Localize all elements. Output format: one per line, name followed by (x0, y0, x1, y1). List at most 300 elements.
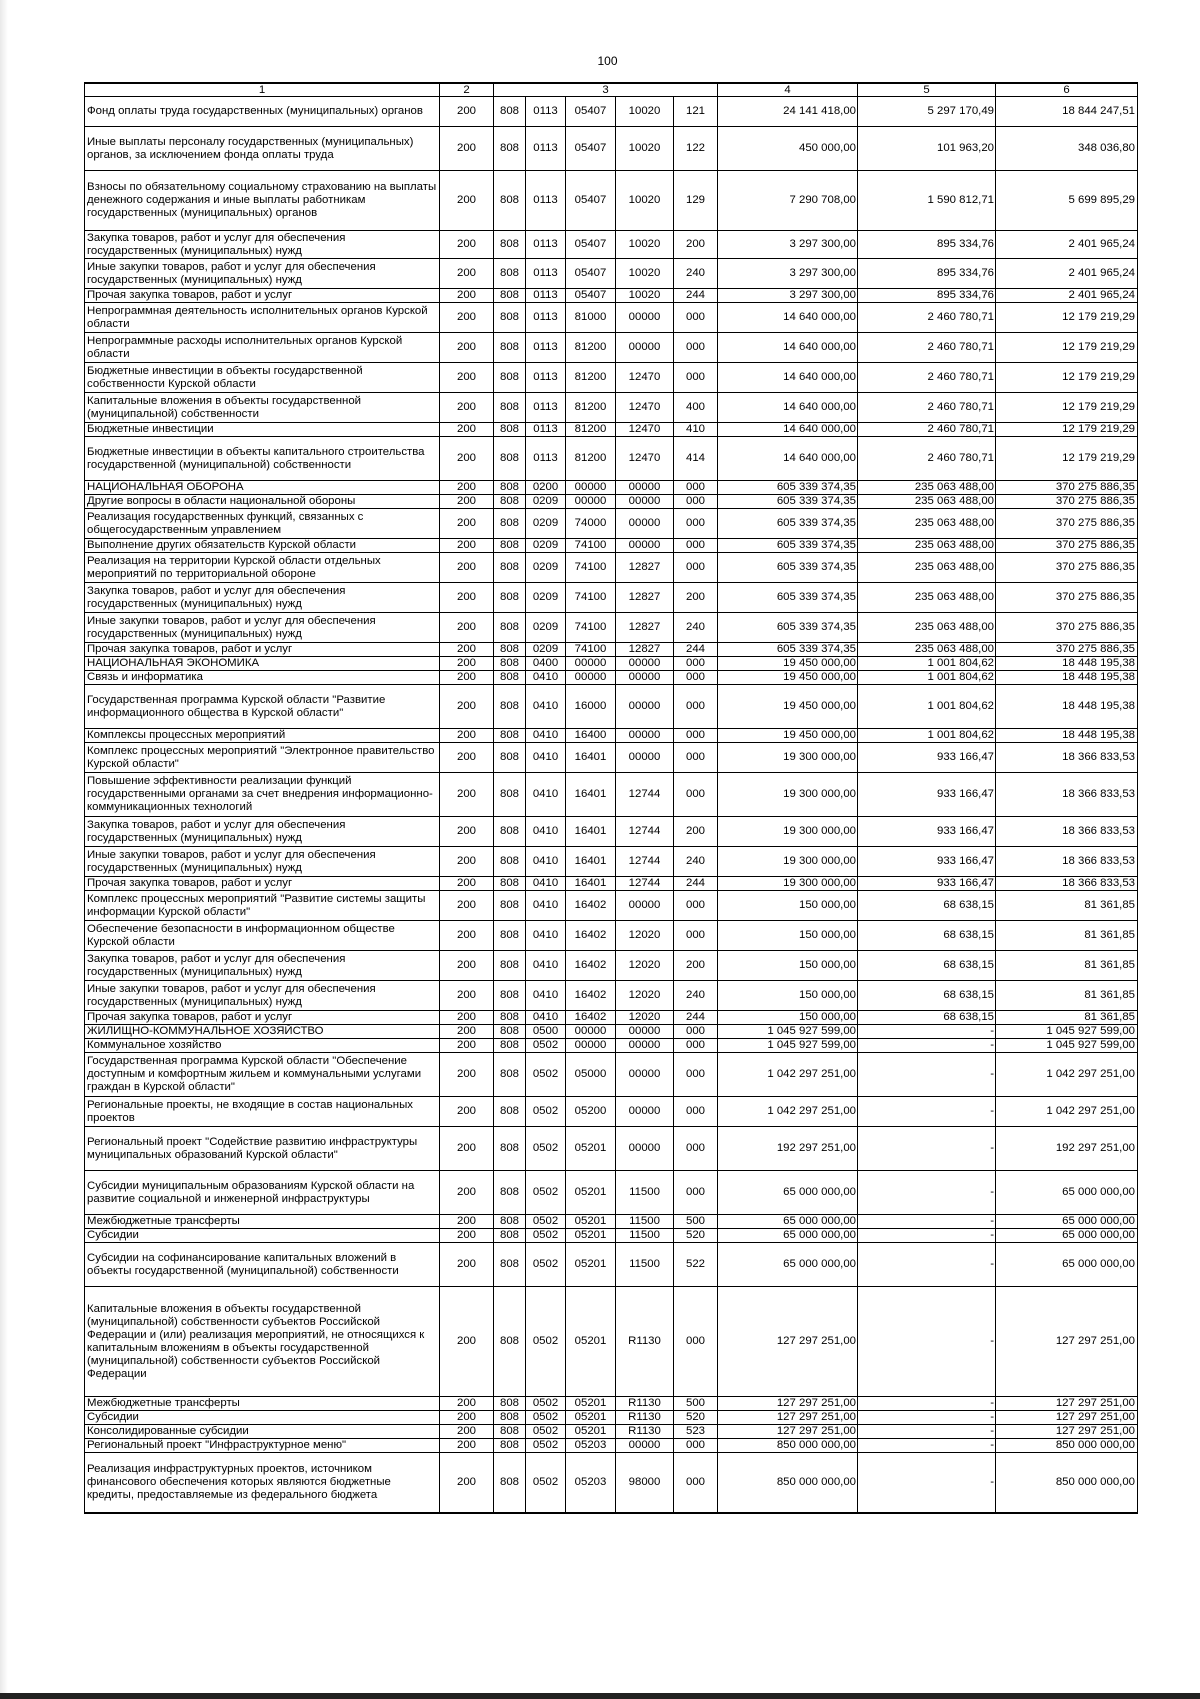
col2-code: 200 (440, 891, 494, 921)
col4-amount: 192 297 251,00 (718, 1127, 858, 1171)
col3-expense-type-code: 523 (674, 1425, 718, 1439)
col3-program-code: 00000 (566, 1039, 616, 1053)
row-name: Комплекс процессных мероприятий "Развитие системы защиты информации Курской области" (85, 891, 440, 921)
row-name: Региональный проект "Содействие развитию инфраструктуры муниципальных образований Курской области" (85, 1127, 440, 1171)
col3-section-code: 0410 (526, 773, 566, 817)
col3-section-code: 0410 (526, 921, 566, 951)
col2-code: 200 (440, 743, 494, 773)
row-name: Непрограммные расходы исполнительных органов Курской области (85, 333, 440, 363)
col4-amount: 1 045 927 599,00 (718, 1039, 858, 1053)
col2-code: 200 (440, 259, 494, 289)
col3-direction-code: 10020 (616, 171, 674, 231)
col3-program-code: 74100 (566, 613, 616, 643)
col4-amount: 19 300 000,00 (718, 877, 858, 891)
col3-expense-type-code: 500 (674, 1215, 718, 1229)
col6-amount: 127 297 251,00 (996, 1287, 1138, 1397)
col3-direction-code: 12744 (616, 877, 674, 891)
col2-code: 200 (440, 1425, 494, 1439)
col3-program-code: 74100 (566, 553, 616, 583)
col3-ministry-code: 808 (494, 553, 526, 583)
col3-section-code: 0410 (526, 951, 566, 981)
col3-expense-type-code: 000 (674, 1287, 718, 1397)
col3-expense-type-code: 000 (674, 333, 718, 363)
col3-expense-type-code: 200 (674, 231, 718, 259)
col3-direction-code: 00000 (616, 743, 674, 773)
table-row (85, 1397, 1138, 1411)
col3-ministry-code: 808 (494, 1453, 526, 1513)
col3-section-code: 0410 (526, 847, 566, 877)
table-row (85, 671, 1138, 685)
col5-amount: 68 638,15 (858, 951, 996, 981)
col2-code: 200 (440, 981, 494, 1011)
col3-section-code: 0410 (526, 743, 566, 773)
col3-section-code: 0209 (526, 495, 566, 509)
col2-code: 200 (440, 729, 494, 743)
col2-code: 200 (440, 773, 494, 817)
col4-amount: 19 300 000,00 (718, 847, 858, 877)
row-name: Субсидии (85, 1229, 440, 1243)
col5-amount: 895 334,76 (858, 259, 996, 289)
table-row (85, 685, 1138, 729)
col4-amount: 65 000 000,00 (718, 1215, 858, 1229)
col2-code: 200 (440, 495, 494, 509)
col6-amount: 370 275 886,35 (996, 509, 1138, 539)
col3-section-code: 0502 (526, 1411, 566, 1425)
col3-ministry-code: 808 (494, 1243, 526, 1287)
col3-ministry-code: 808 (494, 423, 526, 437)
col3-expense-type-code: 244 (674, 643, 718, 657)
col4-amount: 24 141 418,00 (718, 97, 858, 127)
col6-amount: 18 366 833,53 (996, 847, 1138, 877)
col6-amount: 12 179 219,29 (996, 437, 1138, 481)
row-name: Субсидии (85, 1411, 440, 1425)
col5-amount: 2 460 780,71 (858, 333, 996, 363)
col4-amount: 19 300 000,00 (718, 817, 858, 847)
col6-amount: 370 275 886,35 (996, 583, 1138, 613)
col3-program-code: 81200 (566, 437, 616, 481)
row-name: Бюджетные инвестиции (85, 423, 440, 437)
col3-expense-type-code: 000 (674, 539, 718, 553)
row-name: Реализация на территории Курской области отдельных мероприятий по территориальной обороне (85, 553, 440, 583)
col3-direction-code: R1130 (616, 1397, 674, 1411)
col3-program-code: 16402 (566, 891, 616, 921)
col2-code: 200 (440, 553, 494, 583)
col2-code: 200 (440, 1439, 494, 1453)
col4-amount: 127 297 251,00 (718, 1287, 858, 1397)
col3-program-code: 81200 (566, 333, 616, 363)
col6-amount: 370 275 886,35 (996, 495, 1138, 509)
col3-direction-code: 12827 (616, 553, 674, 583)
col2-code: 200 (440, 1411, 494, 1425)
col2-code: 200 (440, 613, 494, 643)
row-name: Иные закупки товаров, работ и услуг для обеспечения государственных (муниципальных) нужд (85, 847, 440, 877)
col5-amount: 235 063 488,00 (858, 613, 996, 643)
col4-amount: 127 297 251,00 (718, 1397, 858, 1411)
col4-amount: 605 339 374,35 (718, 495, 858, 509)
col5-amount: 68 638,15 (858, 921, 996, 951)
col4-amount: 19 450 000,00 (718, 729, 858, 743)
row-name: Капитальные вложения в объекты государственной (муниципальной) собственности (85, 393, 440, 423)
col3-section-code: 0502 (526, 1439, 566, 1453)
col3-section-code: 0502 (526, 1097, 566, 1127)
table-row (85, 333, 1138, 363)
col3-direction-code: 12470 (616, 393, 674, 423)
col3-program-code: 74100 (566, 643, 616, 657)
col2-code: 200 (440, 1025, 494, 1039)
row-name: Обеспечение безопасности в информационном обществе Курской области (85, 921, 440, 951)
col3-expense-type-code: 122 (674, 127, 718, 171)
col6-amount: 65 000 000,00 (996, 1243, 1138, 1287)
col3-ministry-code: 808 (494, 613, 526, 643)
col3-program-code: 05407 (566, 97, 616, 127)
col3-ministry-code: 808 (494, 1039, 526, 1053)
table-row (85, 1127, 1138, 1171)
col3-section-code: 0502 (526, 1243, 566, 1287)
table-row (85, 921, 1138, 951)
col3-ministry-code: 808 (494, 231, 526, 259)
col3-direction-code: 12020 (616, 921, 674, 951)
col6-amount: 1 045 927 599,00 (996, 1025, 1138, 1039)
row-name: Иные закупки товаров, работ и услуг для обеспечения государственных (муниципальных) нужд (85, 613, 440, 643)
col3-expense-type-code: 121 (674, 97, 718, 127)
col3-section-code: 0410 (526, 671, 566, 685)
table-row (85, 495, 1138, 509)
col3-program-code: 16401 (566, 773, 616, 817)
col2-code: 200 (440, 333, 494, 363)
col3-section-code: 0113 (526, 363, 566, 393)
col3-expense-type-code: 000 (674, 729, 718, 743)
col3-expense-type-code: 000 (674, 1097, 718, 1127)
row-name: Прочая закупка товаров, работ и услуг (85, 1011, 440, 1025)
header-col-4: 4 (718, 83, 858, 97)
row-name: Региональные проекты, не входящие в состав национальных проектов (85, 1097, 440, 1127)
col3-section-code: 0113 (526, 423, 566, 437)
col3-section-code: 0113 (526, 231, 566, 259)
col6-amount: 127 297 251,00 (996, 1397, 1138, 1411)
col3-expense-type-code: 000 (674, 303, 718, 333)
table-row (85, 1011, 1138, 1025)
col5-amount: 68 638,15 (858, 891, 996, 921)
col3-direction-code: 11500 (616, 1243, 674, 1287)
header-col-3: 3 (494, 83, 718, 97)
col3-ministry-code: 808 (494, 437, 526, 481)
col6-amount: 18 366 833,53 (996, 817, 1138, 847)
col3-section-code: 0113 (526, 97, 566, 127)
col3-program-code: 05407 (566, 171, 616, 231)
table-row (85, 773, 1138, 817)
col4-amount: 65 000 000,00 (718, 1243, 858, 1287)
col3-section-code: 0113 (526, 127, 566, 171)
col3-program-code: 81200 (566, 423, 616, 437)
col3-section-code: 0410 (526, 817, 566, 847)
col3-section-code: 0410 (526, 981, 566, 1011)
col3-section-code: 0502 (526, 1215, 566, 1229)
col6-amount: 1 042 297 251,00 (996, 1097, 1138, 1127)
col3-direction-code: 12827 (616, 613, 674, 643)
col3-program-code: 05203 (566, 1439, 616, 1453)
col3-section-code: 0113 (526, 303, 566, 333)
col3-program-code: 16401 (566, 817, 616, 847)
col3-expense-type-code: 410 (674, 423, 718, 437)
col3-program-code: 05201 (566, 1229, 616, 1243)
col2-code: 200 (440, 437, 494, 481)
col3-direction-code: R1130 (616, 1425, 674, 1439)
col3-program-code: 05000 (566, 1053, 616, 1097)
col2-code: 200 (440, 303, 494, 333)
col3-program-code: 00000 (566, 671, 616, 685)
col3-section-code: 0113 (526, 259, 566, 289)
col2-code: 200 (440, 1171, 494, 1215)
col2-code: 200 (440, 1243, 494, 1287)
row-name: Капитальные вложения в объекты государственной (муниципальной) собственности субъектов Российской Федерации и (или) реализация мероприятий, не относящихся к капитальным вложениям в объекты государственной (муниципальной) собственности субъектов Российской Федерации (85, 1287, 440, 1397)
col4-amount: 150 000,00 (718, 981, 858, 1011)
col5-amount: 1 001 804,62 (858, 729, 996, 743)
col3-direction-code: 00000 (616, 333, 674, 363)
col6-amount: 370 275 886,35 (996, 539, 1138, 553)
row-name: Межбюджетные трансферты (85, 1215, 440, 1229)
col2-code: 200 (440, 951, 494, 981)
col4-amount: 19 450 000,00 (718, 671, 858, 685)
col3-program-code: 16400 (566, 729, 616, 743)
table-row (85, 981, 1138, 1011)
col3-ministry-code: 808 (494, 363, 526, 393)
col2-code: 200 (440, 583, 494, 613)
col3-direction-code: 12470 (616, 363, 674, 393)
col3-program-code: 16402 (566, 921, 616, 951)
col4-amount: 65 000 000,00 (718, 1229, 858, 1243)
col3-expense-type-code: 240 (674, 613, 718, 643)
col4-amount: 1 045 927 599,00 (718, 1025, 858, 1039)
col3-direction-code: 00000 (616, 481, 674, 495)
col5-amount: - (858, 1053, 996, 1097)
col3-direction-code: 12827 (616, 643, 674, 657)
scan-left-edge (0, 0, 8, 1699)
col5-amount: - (858, 1439, 996, 1453)
col3-ministry-code: 808 (494, 685, 526, 729)
col3-section-code: 0410 (526, 729, 566, 743)
col3-section-code: 0500 (526, 1025, 566, 1039)
col3-program-code: 00000 (566, 657, 616, 671)
col3-section-code: 0502 (526, 1425, 566, 1439)
col3-ministry-code: 808 (494, 729, 526, 743)
row-name: Бюджетные инвестиции в объекты государственной собственности Курской области (85, 363, 440, 393)
col4-amount: 65 000 000,00 (718, 1171, 858, 1215)
col6-amount: 850 000 000,00 (996, 1439, 1138, 1453)
col3-program-code: 05407 (566, 259, 616, 289)
col6-amount: 81 361,85 (996, 981, 1138, 1011)
col6-amount: 18 448 195,38 (996, 657, 1138, 671)
col5-amount: - (858, 1025, 996, 1039)
table-row (85, 437, 1138, 481)
col3-program-code: 16402 (566, 1011, 616, 1025)
col6-amount: 65 000 000,00 (996, 1229, 1138, 1243)
scan-bottom-edge (0, 1693, 1200, 1699)
col6-amount: 5 699 895,29 (996, 171, 1138, 231)
col5-amount: 235 063 488,00 (858, 583, 996, 613)
col3-expense-type-code: 000 (674, 921, 718, 951)
table-row (85, 877, 1138, 891)
table-body (85, 83, 1138, 1513)
col6-amount: 65 000 000,00 (996, 1215, 1138, 1229)
col3-program-code: 00000 (566, 481, 616, 495)
col3-ministry-code: 808 (494, 921, 526, 951)
col4-amount: 605 339 374,35 (718, 553, 858, 583)
col3-ministry-code: 808 (494, 1229, 526, 1243)
col4-amount: 3 297 300,00 (718, 289, 858, 303)
col2-code: 200 (440, 393, 494, 423)
col4-amount: 150 000,00 (718, 921, 858, 951)
table-row (85, 891, 1138, 921)
table-row (85, 289, 1138, 303)
col3-program-code: 16402 (566, 981, 616, 1011)
col4-amount: 127 297 251,00 (718, 1425, 858, 1439)
col3-ministry-code: 808 (494, 1171, 526, 1215)
col6-amount: 12 179 219,29 (996, 423, 1138, 437)
row-name: Субсидии муниципальным образованиям Курской области на развитие социальной и инженерной инфраструктуры (85, 1171, 440, 1215)
col5-amount: 895 334,76 (858, 231, 996, 259)
table-row (85, 583, 1138, 613)
col3-expense-type-code: 000 (674, 1053, 718, 1097)
col3-expense-type-code: 200 (674, 583, 718, 613)
table-row (85, 657, 1138, 671)
row-name: Непрограммная деятельность исполнительных органов Курской области (85, 303, 440, 333)
col3-ministry-code: 808 (494, 1053, 526, 1097)
col3-direction-code: 00000 (616, 509, 674, 539)
col4-amount: 605 339 374,35 (718, 643, 858, 657)
col3-ministry-code: 808 (494, 1215, 526, 1229)
col5-amount: 933 166,47 (858, 847, 996, 877)
row-name: Прочая закупка товаров, работ и услуг (85, 289, 440, 303)
col3-expense-type-code: 200 (674, 817, 718, 847)
col3-program-code: 16000 (566, 685, 616, 729)
col3-direction-code: 12827 (616, 583, 674, 613)
col2-code: 200 (440, 1229, 494, 1243)
col3-ministry-code: 808 (494, 259, 526, 289)
col2-code: 200 (440, 231, 494, 259)
col5-amount: 68 638,15 (858, 1011, 996, 1025)
col5-amount: 2 460 780,71 (858, 437, 996, 481)
col3-expense-type-code: 240 (674, 981, 718, 1011)
col6-amount: 192 297 251,00 (996, 1127, 1138, 1171)
col3-expense-type-code: 000 (674, 891, 718, 921)
col3-ministry-code: 808 (494, 127, 526, 171)
col6-amount: 1 042 297 251,00 (996, 1053, 1138, 1097)
col4-amount: 19 300 000,00 (718, 743, 858, 773)
col3-direction-code: 11500 (616, 1171, 674, 1215)
table-row (85, 847, 1138, 877)
col5-amount: 2 460 780,71 (858, 303, 996, 333)
col3-program-code: 05407 (566, 127, 616, 171)
col5-amount: - (858, 1397, 996, 1411)
col4-amount: 605 339 374,35 (718, 481, 858, 495)
table-row (85, 729, 1138, 743)
col3-section-code: 0209 (526, 539, 566, 553)
col6-amount: 370 275 886,35 (996, 553, 1138, 583)
col2-code: 200 (440, 671, 494, 685)
col3-ministry-code: 808 (494, 877, 526, 891)
header-col-5: 5 (858, 83, 996, 97)
col3-direction-code: 12020 (616, 1011, 674, 1025)
col2-code: 200 (440, 539, 494, 553)
col3-expense-type-code: 240 (674, 259, 718, 289)
col3-program-code: 05407 (566, 231, 616, 259)
col4-amount: 1 042 297 251,00 (718, 1053, 858, 1097)
col3-ministry-code: 808 (494, 393, 526, 423)
col3-direction-code: 12744 (616, 847, 674, 877)
col4-amount: 605 339 374,35 (718, 613, 858, 643)
col5-amount: 235 063 488,00 (858, 481, 996, 495)
col4-amount: 3 297 300,00 (718, 259, 858, 289)
col6-amount: 2 401 965,24 (996, 289, 1138, 303)
col2-code: 200 (440, 423, 494, 437)
col3-ministry-code: 808 (494, 583, 526, 613)
col3-section-code: 0209 (526, 583, 566, 613)
col4-amount: 14 640 000,00 (718, 423, 858, 437)
col3-expense-type-code: 000 (674, 773, 718, 817)
col3-program-code: 05201 (566, 1171, 616, 1215)
col3-program-code: 05201 (566, 1425, 616, 1439)
col6-amount: 12 179 219,29 (996, 333, 1138, 363)
table-row (85, 259, 1138, 289)
row-name: Прочая закупка товаров, работ и услуг (85, 877, 440, 891)
row-name: Прочая закупка товаров, работ и услуг (85, 643, 440, 657)
table-row (85, 363, 1138, 393)
col3-expense-type-code: 500 (674, 1397, 718, 1411)
col3-direction-code: 00000 (616, 1439, 674, 1453)
col5-amount: - (858, 1039, 996, 1053)
col2-code: 200 (440, 877, 494, 891)
col5-amount: - (858, 1453, 996, 1513)
col3-ministry-code: 808 (494, 509, 526, 539)
col6-amount: 65 000 000,00 (996, 1171, 1138, 1215)
col3-program-code: 05203 (566, 1453, 616, 1513)
col6-amount: 370 275 886,35 (996, 481, 1138, 495)
col5-amount: 68 638,15 (858, 981, 996, 1011)
col5-amount: - (858, 1243, 996, 1287)
col3-program-code: 05201 (566, 1411, 616, 1425)
col4-amount: 150 000,00 (718, 891, 858, 921)
col3-expense-type-code: 000 (674, 481, 718, 495)
col3-ministry-code: 808 (494, 981, 526, 1011)
col3-expense-type-code: 000 (674, 1453, 718, 1513)
col5-amount: 235 063 488,00 (858, 553, 996, 583)
col3-program-code: 81000 (566, 303, 616, 333)
col5-amount: - (858, 1229, 996, 1243)
col5-amount: - (858, 1127, 996, 1171)
col4-amount: 150 000,00 (718, 1011, 858, 1025)
col2-code: 200 (440, 1397, 494, 1411)
row-name: Субсидии на софинансирование капитальных вложений в объекты государственной (муниципальной) собственности (85, 1243, 440, 1287)
col6-amount: 18 366 833,53 (996, 773, 1138, 817)
col2-code: 200 (440, 1215, 494, 1229)
row-name: Иные закупки товаров, работ и услуг для обеспечения государственных (муниципальных) нужд (85, 259, 440, 289)
col3-direction-code: 00000 (616, 1053, 674, 1097)
col3-expense-type-code: 244 (674, 289, 718, 303)
col2-code: 200 (440, 1127, 494, 1171)
col3-direction-code: 12470 (616, 423, 674, 437)
col4-amount: 150 000,00 (718, 951, 858, 981)
col3-expense-type-code: 520 (674, 1411, 718, 1425)
row-name: Консолидированные субсидии (85, 1425, 440, 1439)
col3-section-code: 0502 (526, 1229, 566, 1243)
col3-ministry-code: 808 (494, 495, 526, 509)
table-row (85, 423, 1138, 437)
col3-expense-type-code: 000 (674, 1439, 718, 1453)
col3-ministry-code: 808 (494, 671, 526, 685)
table-row (85, 1171, 1138, 1215)
col3-section-code: 0209 (526, 643, 566, 657)
col6-amount: 370 275 886,35 (996, 613, 1138, 643)
